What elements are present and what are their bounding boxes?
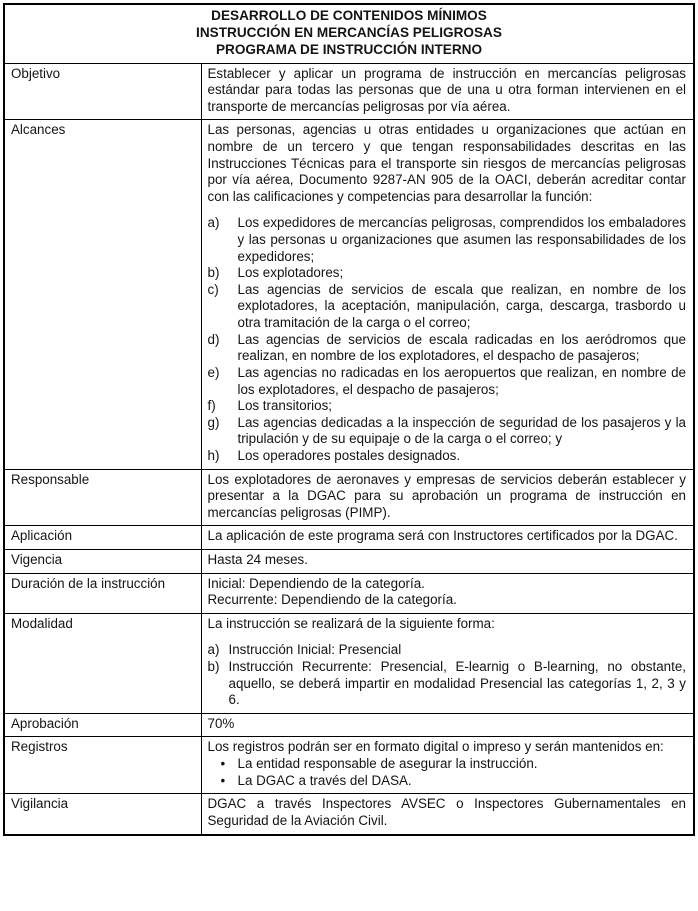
paragraph: Los registros podrán ser en formato digital o impreso y serán mantenidos en: [207, 739, 664, 755]
row-content [201, 573, 694, 613]
title-line: PROGRAMA DE INSTRUCCIÓN INTERNO [215, 41, 483, 57]
list-marker: g) [207, 414, 220, 430]
row-label: Duración de la instrucción [4, 573, 201, 613]
row-content [201, 549, 694, 573]
table-body [4, 63, 694, 834]
list-item [221, 756, 687, 773]
row-label: Modalidad [4, 613, 201, 713]
row-label: Responsable [4, 469, 201, 526]
list-item-text: Las agencias de servicios de escala radicadas en los aeródromos que realizan, en nombre de los explotadores, el despacho de pasajeros; [237, 331, 686, 364]
list-marker: a) [207, 642, 220, 658]
row-content [201, 713, 694, 737]
list-item [208, 215, 687, 265]
table-row [4, 737, 694, 794]
list-item-text: La DGAC a través del DASA. [237, 772, 412, 788]
list-item [208, 642, 687, 659]
row-label: Aprobación [4, 713, 201, 737]
list-item [208, 332, 687, 365]
list-item [208, 659, 687, 709]
row-content [201, 794, 694, 835]
document-table [3, 3, 695, 836]
paragraph: DGAC a través Inspectores AVSEC o Inspectores Gubernamentales en Seguridad de la Aviación Civil. [207, 796, 686, 828]
list-item-text: Los explotadores; [237, 265, 344, 281]
title-row [4, 4, 694, 63]
list-item [208, 415, 687, 448]
table-row [4, 713, 694, 737]
list-item-text: Las agencias dedicadas a la inspección de seguridad de los pasajeros y la tripulación y de su equipaje o de la carga o el correo; y [237, 414, 686, 447]
table-row [4, 526, 694, 550]
list-marker: • [220, 772, 226, 788]
list-marker: e) [207, 364, 220, 380]
list-item-text: Instrucción Inicial: Presencial [228, 642, 402, 658]
paragraph: Inicial: Dependiendo de la categoría. [207, 575, 425, 591]
list-item [208, 265, 687, 282]
list-item-text: Instrucción Recurrente: Presencial, E-learnig o B-learning, no obstante, aquello, se deberá impartir en modalidad Presencial las categorías 1, 2, 3 y 6. [228, 659, 686, 708]
paragraph: La aplicación de este programa será con Instructores certificados por la DGAC. [207, 528, 678, 544]
list-item [221, 773, 687, 790]
list-marker: a) [207, 215, 220, 231]
row-label: Vigencia [4, 549, 201, 573]
table-header [4, 4, 694, 63]
list-marker: f) [207, 398, 216, 414]
table-row [4, 794, 694, 835]
paragraph: Establecer y aplicar un programa de instrucción en mercancías peligrosas estándar para todas las personas que de una u otra forman intervienen en el transporte de mercancías peligrosas por vía aérea. [207, 65, 686, 114]
list-item [208, 365, 687, 398]
row-label: Aplicación [4, 526, 201, 550]
list-item [208, 448, 687, 465]
row-label: Alcances [4, 120, 201, 469]
list-marker: b) [207, 265, 220, 281]
list-item-text: Los transitorios; [237, 398, 333, 414]
list-item [208, 398, 687, 415]
table-row [4, 120, 694, 469]
paragraph: 70% [207, 715, 235, 731]
table-row [4, 63, 694, 120]
row-content [201, 526, 694, 550]
row-content [201, 63, 694, 120]
list-item-text: Los expedidores de mercancías peligrosas, comprendidos los embaladores y las personas u organizaciones que asumen las responsabilidades de los expedidores; [237, 215, 686, 264]
row-content [201, 737, 694, 794]
list-item-text: Los operadores postales designados. [237, 447, 461, 463]
list-item-text: Las agencias no radicadas en los aeropuertos que realizan, en nombre de los explotadores, el despacho de pasajeros; [237, 364, 686, 397]
list-item [208, 282, 687, 332]
list-marker: d) [207, 331, 220, 347]
row-label: Registros [4, 737, 201, 794]
table-title [4, 4, 694, 63]
table-row [4, 549, 694, 573]
lettered-list [208, 215, 687, 464]
lettered-list [208, 642, 687, 708]
bullet-list [208, 756, 687, 789]
list-marker: • [220, 756, 226, 772]
row-content [201, 613, 694, 713]
list-marker: b) [207, 659, 220, 675]
row-label: Objetivo [4, 63, 201, 120]
paragraph: Las personas, agencias u otras entidades u organizaciones que actúan en nombre de un tercero y que tengan responsabilidades descritas en las Instrucciones Técnicas para el transporte sin riesgos de mercancías peligrosas por vía aérea, Documento 9287-AN 905 de la OACI, deberán acreditar contar con las calificaciones y competencias para desarrollar la función: [207, 122, 686, 204]
title-line: INSTRUCCIÓN EN MERCANCÍAS PELIGROSAS [196, 24, 502, 40]
paragraph: Recurrente: Dependiendo de la categoría. [207, 592, 457, 608]
list-item-text: La entidad responsable de asegurar la instrucción. [237, 756, 538, 772]
title-line: DESARROLLO DE CONTENIDOS MÍNIMOS [211, 8, 487, 23]
list-marker: c) [207, 281, 219, 297]
table-row [4, 573, 694, 613]
paragraph: Hasta 24 meses. [207, 551, 308, 567]
table-row [4, 469, 694, 526]
paragraph: La instrucción se realizará de la siguiente forma: [207, 615, 495, 631]
table-row [4, 613, 694, 713]
list-item-text: Las agencias de servicios de escala que realizan, en nombre de los explotadores, la aceptación, manipulación, carga, descarga, trasbordo u otra tramitación de la carga o el correo; [237, 281, 686, 331]
list-marker: h) [207, 447, 220, 463]
row-content [201, 120, 694, 469]
row-content [201, 469, 694, 526]
paragraph: Los explotadores de aeronaves y empresas de servicios deberán establecer y presentar a la DGAC para su aprobación un programa de instrucción en mercancías peligrosas (PIMP). [207, 471, 686, 520]
row-label: Vigilancia [4, 794, 201, 835]
